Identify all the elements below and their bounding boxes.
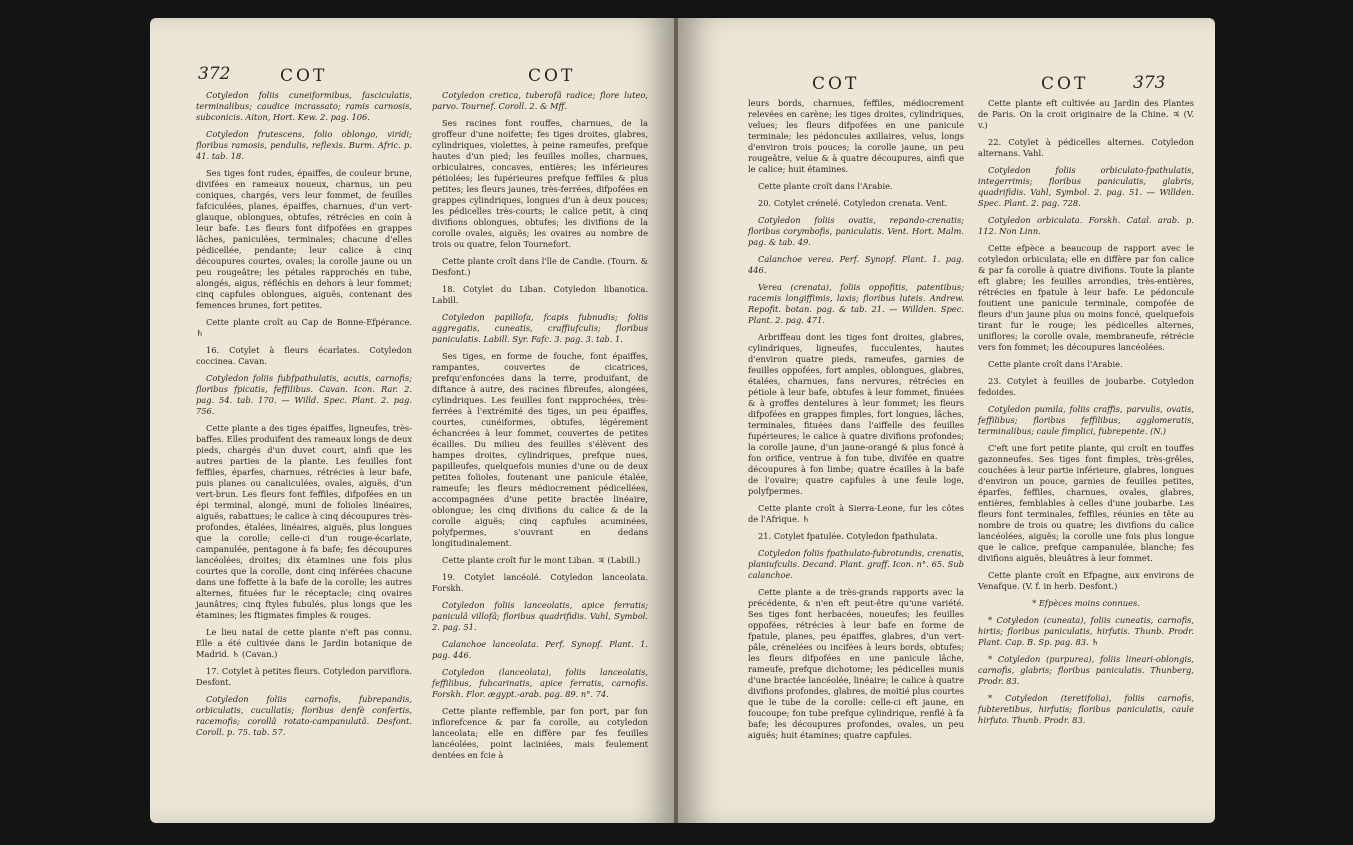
running-head: COT xyxy=(280,66,328,86)
entry-heading: 17. Cotylet à petites fleurs. Cotyledon parviflora. Desfont. xyxy=(196,666,412,687)
text-column-right-1 xyxy=(748,98,964,747)
running-head: COT xyxy=(1041,74,1089,94)
entry-heading: 16. Cotylet à fleurs écarlates. Cotyledon coccinea. Cavan. xyxy=(196,345,412,366)
paragraph: Cotyledon foliis fubfpathulatis, acutis, carnofis; floribus fpicatis, feffilibus. Cavan. Icon. Rar. 2. pag. 54. tab. 170. — Willd. Spec. Plant. 2. pag. 756. xyxy=(196,373,412,416)
paragraph: Cotyledon (lanceolata), foliis lanceolatis, feffilibus, fubcarinatis, apice ferratis, carnofis. Forskh. Flor. ægypt.-arab. pag. 89. n°. 74. xyxy=(432,667,648,699)
paragraph: Cotyledon frutescens, folio oblongo, viridi; floribus ramosis, pendulis, reflexis. Burm. Afric. p. 41. tab. 18. xyxy=(196,129,412,161)
paragraph: Cotyledon cretica, tuberofâ radice; flore luteo, parvo. Tournef. Coroll. 2. & Mff. xyxy=(432,90,648,111)
page-number: 373 xyxy=(1133,73,1166,93)
paragraph: Cotyledon foliis orbiculato-fpathulatis, integerrimis; floribus paniculatis, glabris, quadrifidis. Vahl, Symbol. 2. pag. 51. — Willden. Spec. Plant. 2. pag. 728. xyxy=(978,165,1194,208)
paragraph: Cette plante croît dans l'île de Candie. (Tourn. & Desfont.) xyxy=(432,256,648,277)
paragraph: Cette plante croît à Sierra-Leone, fur les côtes de l'Afrique. ♄ xyxy=(748,503,964,524)
paragraph: Verea (crenata), foliis oppofitis, patentibus; racemis longiffimis, laxis; floribus luteis. Andrew. Repofit. botan. pag. & tab. 21. — Willden. Spec. Plant. 2. pag. 471. xyxy=(748,282,964,325)
page-number: 372 xyxy=(198,64,231,84)
paragraph: Cette plante croît en Efpagne, aux environs de Venafque. (V. f. in herb. Desfont.) xyxy=(978,570,1194,591)
paragraph: Cotyledon foliis lanceolatis, apice ferratis; paniculâ villofâ; floribus quadrifidis. Vahl, Symbol. 2. pag. 51. xyxy=(432,600,648,632)
paragraph: Cette plante croît dans l'Arabie. xyxy=(758,181,893,191)
paragraph: Cotyledon orbiculata. Forskh. Catal. arab. p. 112. Non Linn. xyxy=(978,215,1194,236)
paragraph: Arbriffeau dont les tiges font droites, glabres, cylindriques, ligneufes, fucculentes, hautes d'environ quatre pieds, rameufes, garnies de feuilles oppofées, fort amples, oblongues, glabres, étalées, charnues, fans nervures, rétrécies en pétiole à leur bafe, obtufes à leur fommet, finuées & à groffes dentelures à leur fommet; les fleurs difpofées en grappes fimples, fort longues, lâches, terminales, fituées dans l'aiffelle des feuilles fupérieures; le calice à quatre divifions profondes; la corolle jaune, d'un jaune-orangé & plus foncé à fon orifice, ventrue à fon tube, divifée en quatre découpures à fon limbe; quatre écailles à la bafe de l'ovaire; quatre capfules à une feule loge, polyfpermes. xyxy=(748,332,964,496)
paragraph: * Cotyledon (cuneata), foliis cuneatis, carnofis, hirtis; floribus paniculatis, hirfutis. Thunb. Prodr. Plant. Cap. B. Sp. pag. 83. ♄ xyxy=(978,615,1194,647)
left-page xyxy=(150,18,675,823)
paragraph: Le lieu natal de cette plante n'eft pas connu. Elle a été cultivée dans le Jardin botanique de Madrid. ♄ (Cavan.) xyxy=(196,627,412,659)
paragraph: Cette plante a des tiges épaiffes, ligneufes, très-baffes. Elles produifent des rameaux longs de deux pieds, chargés d'un duvet court, ainfi que les autres parties de la plante. Les feuilles font feffiles, éparfes, charnues, rétrécies à leur bafe, puis planes ou canaliculées, ovales, aiguës, d'un vert-brun. Les fleurs font feffiles, difpofées en un épi terminal, alongé, muni de folioles linéaires, aiguës, rabattues; le calice à cinq découpures très-profondes, étalées, linéaires, aiguës, plus longues que la corolle; celle-ci d'un rouge-écarlate, campanulée, pentagone à fa bafe; fes découpures lancéolées, droites; dix étamines une fois plus courtes que la corolle, dont cinq inférées chacune dans une foffette à la bafe de la corolle; les autres alternes, fituées fur le réceptacle; cinq ovaires jaunâtres; cinq ftyles fubulés, plus longs que les étamines; les ftigmates fimples & rouges. xyxy=(196,423,412,620)
paragraph: C'eft une fort petite plante, qui croît en touffes gazonneufes. Ses tiges font fimples, très-grêles, couchées à leur partie inférieure, glabres, longues d'environ un pouce, garnies de feuilles petites, éparfes, feffiles, charnues, ovales, glabres, entières, femblables à celles d'une joubarbe. Les fleurs font terminales, feffiles, réunies en tête au nombre de trois ou quatre; les divifions du calice lancéolées, aiguës; la corolle une fois plus longue que le calice, prefque campanulée, blanche; fes divifions aiguës, bleuâtres à leur fommet. xyxy=(978,443,1194,563)
paragraph: * Cotyledon (purpurea), foliis lineari-oblongis, carnofis, glabris; floribus paniculatis. Thunberg, Prodr. 83. xyxy=(978,654,1194,686)
entry-heading: 19. Cotylet lancéolé. Cotyledon lanceolata. Forskh. xyxy=(432,572,648,593)
paragraph: Cotyledon foliis cuneiformibus, fasciculatis, terminalibus; caudice incrassato; ramis carnosis, subconicis. Aiton, Hort. Kew. 2. pag. 106. xyxy=(196,90,412,122)
paragraph: Cette efpèce a beaucoup de rapport avec le cotyledon orbiculata; elle en diffère par fon calice & par fa corolle à quatre divifions. Toute la plante eft glabre; les feuilles arrondies, très-entières, rétrécies en fpatule à leur bafe. Le pédoncule foutient une panicule terminale, compofée de fleurs d'un jaune plus ou moins foncé, quelquefois tirant fur le rouge; les pédicelles alternes, uniflores; la corolle ovale, membraneufe, rétrécie vers fon fommet; les découpures lancéolées. xyxy=(978,243,1194,352)
paragraph: Cotyledon foliis fpathulato-fubrotundis, crenatis, planiufculis. Decand. Plant. graff. Icon. n°. 65. Sub calanchoe. xyxy=(748,548,964,580)
entry-heading: 18. Cotylet du Liban. Cotyledon libanotica. Labill. xyxy=(432,284,648,305)
paragraph: Cotyledon foliis carnofis, fubrepandis, orbiculatis, cucullatis; floribus denfè confertis, racemofis; corollâ rotato-campanulatâ. Desfont. Coroll. p. 75. tab. 57. xyxy=(196,694,412,737)
paragraph: leurs bords, charnues, feffiles, médiocrement relevées en carène; les tiges droites, cylindriques, velues; les fleurs difpofées en une panicule terminale; les pédoncules axillaires, velus, longs d'environ trois pouces; la corolle jaune, un peu rougeâtre, velue & à quatre découpures, ainfi que le calice; huit étamines. xyxy=(748,98,964,174)
paragraph: Cette plante a de très-grands rapports avec la précédente, & n'en eft peut-être qu'une variété. Ses tiges font herbacées, noueufes; les feuilles oppofées, rétrécies à leur bafe en forme de fpatule, planes, peu épaiffes, glabres, d'un vert-pâle, crénelées ou incifées à leurs bords, obtufes; les fleurs difpofées en une panicule lâche, rameufe, prefque dichotome; les pédicelles munis d'une bractée lancéolée, linéaire; le calice à quatre divifions profondes, glabres, de moitié plus courtes que le tube de la corolle: celle-ci eft jaune, en foucoupe; fon tube prefque cylindrique, renflé à fa bafe; les découpures profondes, ovales, un peu aiguës; huit étamines; quatre capfules. xyxy=(748,587,964,740)
running-head: COT xyxy=(812,74,860,94)
paragraph: Ses tiges, en forme de fouche, font épaiffes, rampantes, couvertes de cicatrices, prefqu'enfoncées dans la terre, produifant, de diftance à autre, des racines fibreufes, alongées, cylindriques. Les feuilles font rapprochées, très-ferrées à l'extrémité des tiges, un peu épaiffes, courtes, cunéiformes, obtufes, légérement échancrées à leur fommet, couvertes de petites écailles. Du milieu des feuilles s'élèvent des hampes droites, cylindriques, prefque nues, papilleufes, quelquefois munies d'une ou de deux petites folioles, foutenant une panicule étalée, rameufe; les fleurs médiocrement pédicellées, accompagnées d'une petite bractée linéaire, oblongue; les cinq divifions du calice & de la corolle aiguës; cinq capfules acuminées, polyfpermes, s'ouvrant en dedans longitudinalement. xyxy=(432,351,648,548)
paragraph: Cette plante croît fur le mont Liban. ♃ (Labill.) xyxy=(442,555,641,565)
paragraph: * Efpèces moins connues. xyxy=(1032,598,1140,608)
entry-heading: 20. Cotylet crénelé. Cotyledon crenata. Vent. xyxy=(758,198,948,208)
entry-heading: 22. Cotylet à pédicelles alternes. Cotyledon alternans. Vahl. xyxy=(978,137,1194,158)
running-head: COT xyxy=(528,66,576,86)
paragraph: Cette plante eft cultivée au Jardin des Plantes de Paris. On la croit originaire de la Chine. ♃ (V. v.) xyxy=(978,98,1194,130)
text-column-left-1 xyxy=(196,90,412,744)
paragraph: Cette plante croît au Cap de Bonne-Efpérance. ♄ xyxy=(196,317,412,338)
paragraph: Calanchoe verea. Perf. Synopf. Plant. 1. pag. 446. xyxy=(748,254,964,275)
paragraph: Calanchoe lanceolata. Perf. Synopf. Plant. 1. pag. 446. xyxy=(432,639,648,660)
entry-heading: 21. Cotylet fpatulée. Cotyledon fpathulata. xyxy=(758,531,938,541)
text-column-right-2 xyxy=(978,98,1194,732)
text-column-left-2 xyxy=(432,90,648,767)
paragraph: Ses racines font rouffes, charnues, de la groffeur d'une noifette; fes tiges droites, glabres, cylindriques, violettes, à peine rameufes, prefque hautes d'un pied; les feuilles molles, charnues, orbiculaires, concaves, entières; les inférieures pétiolées; les fupérieures prefque feffiles & plus petites; les fleurs jaunes, très-ferrées, difpofées en grappes cylindriques, longues d'un à deux pouces; les pédicelles très-courts; le calice petit, à cinq divifions oblongues, obtufes; les divifions de la corolle ovales, aiguës; les ovaires au nombre de trois ou quatre, felon Tournefort. xyxy=(432,118,648,249)
paragraph: Ses tiges font rudes, épaiffes, de couleur brune, divifées en rameaux noueux, charnus, un peu coniques, chargés, vers leur fommet, de feuilles fafciculées, planes, épaiffes, charnues, d'un vert-glauque, oblongues, obtufes, rétrécies en coin à leur bafe. Les fleurs font difpofées en grappes lâches, paniculées, terminales; chacune d'elles pédicellée, pendante; leur calice à cinq découpures courtes, ovales; la corolle jaune ou un peu rougeâtre; les pétales rapprochés en tube, alongés, aigus, réfléchis en dehors à leur fommet; cinq capfules oblongues, aiguës, contenant des femences brunes, fort petites. xyxy=(196,168,412,310)
right-page xyxy=(678,18,1215,823)
paragraph: Cotyledon papillofa, fcapis fubnudis; foliis aggregatis, cuneatis, craffiufculis; floribus paniculatis. Labill. Syr. Fafc. 3. pag. 3. tab. 1. xyxy=(432,312,648,344)
paragraph: Cette plante reffemble, par fon port, par fon inflorefcence & par fa corolle, au cotyledon lanceolata; elle en diffère par fes feuilles lancéolées, point laciniées, mais feulement dentées en fcie à xyxy=(432,706,648,760)
entry-heading: 23. Cotylet à feuilles de joubarbe. Cotyledon fedoides. xyxy=(978,376,1194,397)
paragraph: Cette plante croît dans l'Arabie. xyxy=(988,359,1123,369)
paragraph: Cotyledon foliis ovatis, repando-crenatis; floribus corymbofis, paniculatis. Vent. Hort. Malm. pag. & tab. 49. xyxy=(748,215,964,247)
paragraph: Cotyledon pumila, foliis craffis, parvulis, ovatis, feffilibus; floribus feffilibus, agglomeratis, terminalibus; caule fimplici, fubrepente. (N.) xyxy=(978,404,1194,436)
paragraph: * Cotyledon (teretifolia), foliis carnofis, fubteretibus, hirfutis; floribus paniculatis, caule hirfuto. Thunb. Prodr. 83. xyxy=(978,693,1194,725)
